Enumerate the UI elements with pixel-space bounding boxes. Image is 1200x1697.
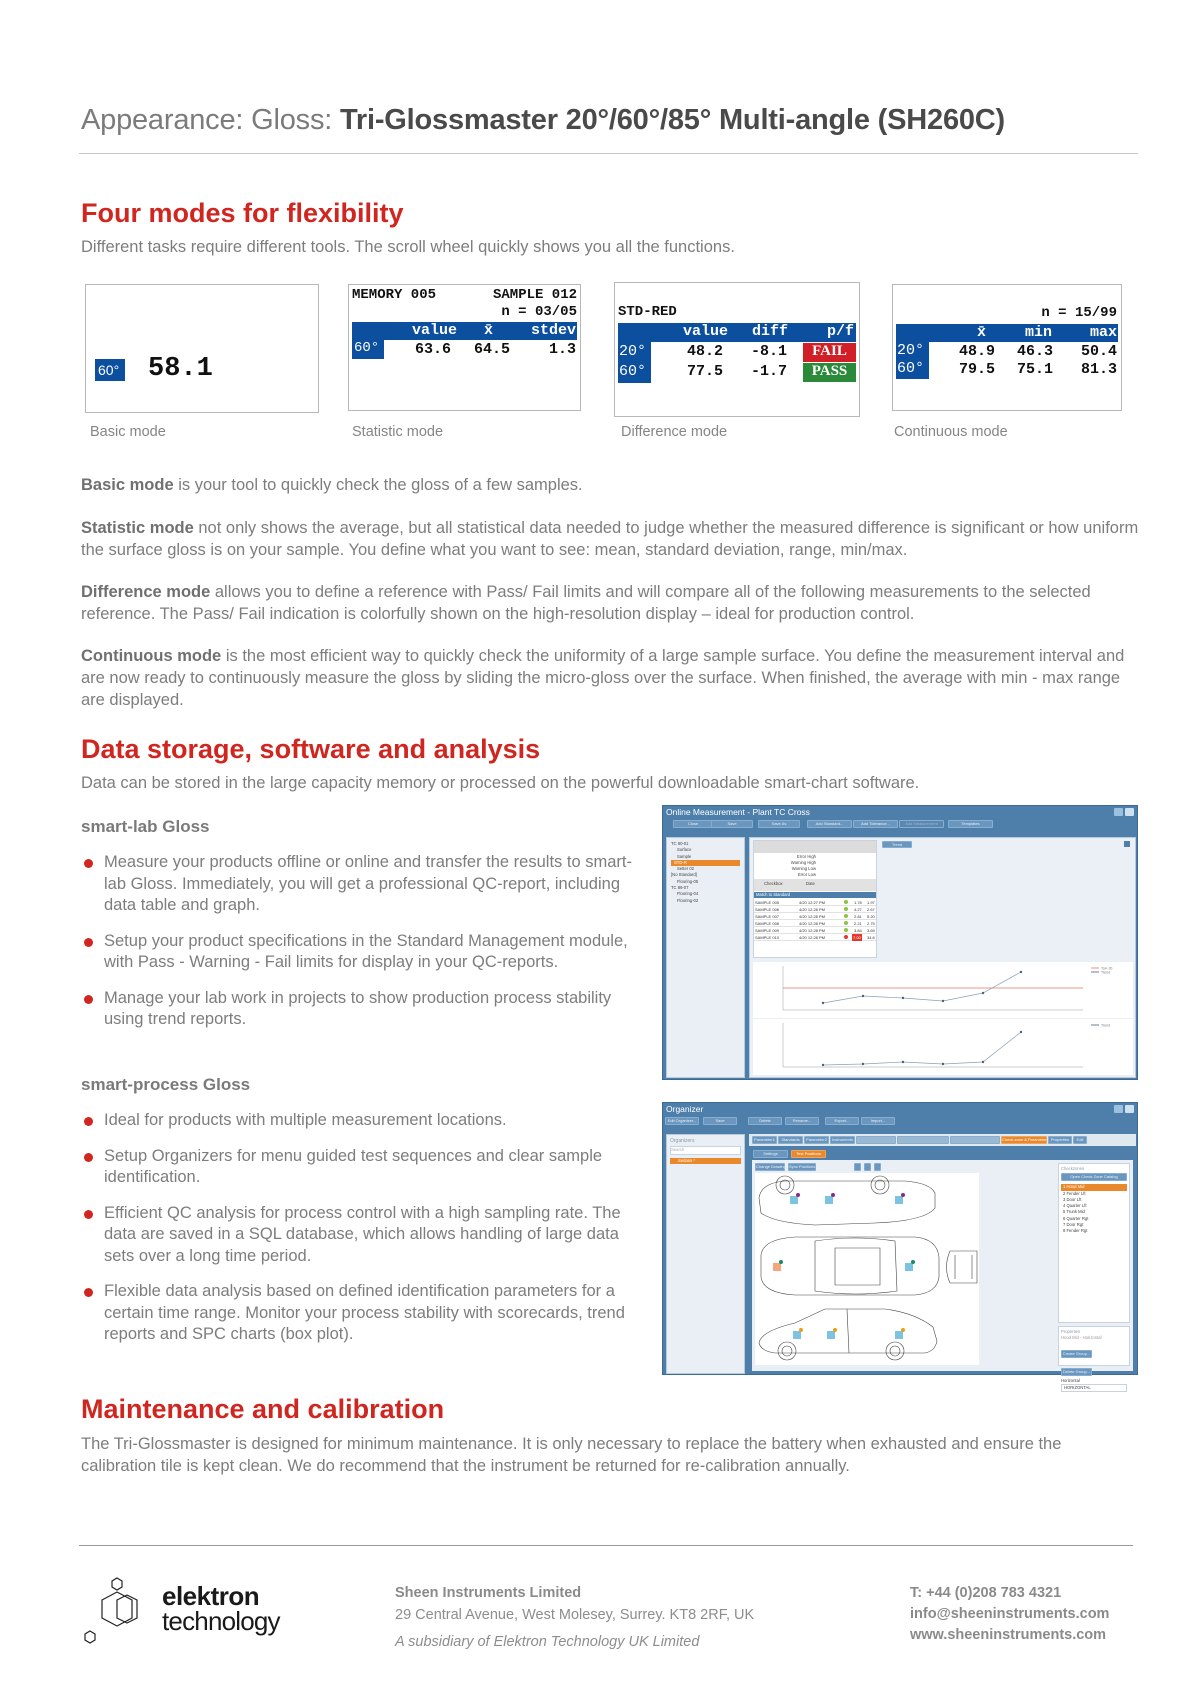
svg-text:Trend: Trend bbox=[1101, 970, 1111, 975]
position-marker-selected bbox=[773, 1263, 781, 1271]
organizer-item-selected: Sedans * bbox=[670, 1158, 741, 1164]
delete-button: Delete bbox=[748, 1117, 782, 1125]
help-icon bbox=[1114, 1105, 1123, 1113]
title-category: Appearance: Gloss: bbox=[81, 104, 340, 136]
checkzone-item: 2 Fender Lft bbox=[1063, 1190, 1086, 1196]
diff-diff: -8.1 bbox=[751, 343, 788, 360]
checkzone-item: 5 Trunk Mid bbox=[1063, 1209, 1085, 1215]
position-marker bbox=[790, 1196, 798, 1204]
tree-item: Flooring-05 bbox=[677, 878, 699, 884]
save-button: Save bbox=[703, 1117, 737, 1125]
list-item: Flexible data analysis based on defined identification parameters for a certain time range. Monitor your process stability with scorecards, trend reports and SPC charts (box plot). bbox=[81, 1281, 651, 1346]
paragraph-difference-mode: Difference mode allows you to define a reference with Pass/ Fail limits and will compare all of the following measurements to the selected reference. The Pass/ Fail indication is colorfully shown on the high-resolution display – ideal for production control. bbox=[81, 583, 1091, 623]
list-item: Efficient QC analysis for process control with a high sampling rate. The data are saved in a SQL database, which allows handling of large data sets over a long time period. bbox=[81, 1203, 651, 1268]
section-heading-data: Data storage, software and analysis bbox=[81, 734, 541, 764]
match-header: Match to Standard bbox=[754, 892, 876, 898]
tree-item: TC 80-01 bbox=[671, 841, 689, 846]
sync-positions-button: Sync Positions bbox=[789, 1164, 816, 1169]
marker-badge bbox=[796, 1193, 800, 1197]
count-label: n = 03/05 bbox=[501, 304, 577, 320]
organizer-screenshot bbox=[662, 1102, 1138, 1390]
limit-label: Error High bbox=[796, 854, 816, 859]
stat-stdev: 1.3 bbox=[548, 341, 576, 358]
email-link[interactable]: info@sheeninstruments.com bbox=[910, 1606, 1110, 1622]
angle-60: 60° bbox=[619, 363, 647, 380]
toolbar bbox=[663, 820, 1137, 832]
col-date: Date bbox=[806, 881, 815, 886]
paragraph-continuous-mode: Continuous mode is the most efficient way to quickly check the uniformity of a large sample surface. You define the measurement interval and are now ready to continuously measure the gloss by sliding the micro-gloss over the surface. When finished, the average with min - max range are displayed. bbox=[81, 647, 1125, 709]
company-address: 29 Central Avenue, West Molesey, Surrey. KT8 2RF, UK bbox=[395, 1607, 755, 1623]
rename-button: Rename... bbox=[785, 1117, 819, 1125]
hexagon-logo-icon bbox=[80, 1575, 160, 1655]
smart-process-bullets bbox=[81, 1110, 651, 1360]
close-icon bbox=[1125, 808, 1134, 816]
subsidiary-note: A subsidiary of Elektron Technology UK Limited bbox=[395, 1634, 700, 1650]
fail-badge: FAIL bbox=[803, 343, 856, 362]
properties-panel bbox=[1058, 1326, 1130, 1390]
col-value: value bbox=[683, 323, 729, 340]
section-lead-data: Data can be stored in the large capacity memory or processed on the powerful downloadable smart-chart software. bbox=[81, 774, 920, 792]
tab-active: Check zone & Parameter bbox=[1002, 1137, 1047, 1142]
difference-mode-display bbox=[614, 282, 860, 417]
basic-mode-caption: Basic mode bbox=[90, 424, 166, 440]
zoom-fit-icon bbox=[874, 1163, 881, 1171]
paragraph-basic-mode: Basic mode is your tool to quickly check the gloss of a few samples. bbox=[81, 476, 583, 494]
marker-badge bbox=[833, 1328, 837, 1332]
close-button: Close bbox=[673, 820, 713, 828]
marker-badge bbox=[901, 1328, 905, 1332]
col-stdev: stdev bbox=[530, 322, 576, 339]
save-button: Save bbox=[711, 820, 753, 828]
pass-badge: PASS bbox=[803, 363, 856, 382]
tab: Edit bbox=[1073, 1136, 1087, 1144]
basic-value: 58.1 bbox=[148, 354, 213, 384]
continuous-mode-caption: Continuous mode bbox=[894, 424, 1008, 440]
angle-badge: 60° bbox=[352, 340, 384, 359]
difference-mode-caption: Difference mode bbox=[621, 424, 728, 440]
tab: Properties bbox=[1048, 1136, 1072, 1144]
statistic-mode-display bbox=[348, 284, 581, 411]
stat-mean: 64.5 bbox=[474, 341, 511, 358]
tab: Parameter2 bbox=[804, 1136, 829, 1144]
maintenance-text: The Tri-Glossmaster is designed for minimum maintenance. It is only necessary to replace the battery when exhausted and ensure the calibration tile is kept clean. We do recommend that the instrument be returned for re-calibration annually. bbox=[81, 1435, 1062, 1475]
add-standard-button: Add Standard... bbox=[807, 820, 852, 828]
section-lead-modes: Different tasks require different tools. The scroll wheel quickly shows you all the functions. bbox=[81, 238, 735, 256]
position-marker bbox=[825, 1196, 833, 1204]
position-marker bbox=[895, 1196, 903, 1204]
window-title: Organizer bbox=[666, 1104, 704, 1114]
edit-organizer-button: Edit Organizer... bbox=[665, 1117, 699, 1125]
smart-lab-heading: smart-lab Gloss bbox=[81, 817, 210, 836]
checkzones-title: Checkzones bbox=[1061, 1166, 1085, 1171]
checkzones-panel bbox=[1058, 1163, 1130, 1323]
tree-item: Flooring-02 bbox=[677, 897, 699, 903]
list-item: Setup Organizers for menu guided test sequences and clear sample identification. bbox=[81, 1146, 651, 1189]
tab: Instruments bbox=[830, 1136, 855, 1144]
marker-badge bbox=[831, 1193, 835, 1197]
footer-divider bbox=[79, 1545, 1133, 1546]
svg-text:Trend: Trend bbox=[1101, 1023, 1111, 1028]
col-min: min bbox=[1025, 324, 1053, 341]
organizer-main bbox=[749, 1134, 1136, 1390]
organizers-sidebar bbox=[666, 1134, 745, 1374]
trend-button: Trend bbox=[882, 841, 912, 848]
templates-button: Templates bbox=[948, 820, 993, 828]
marker-badge bbox=[799, 1328, 803, 1332]
tree-item: Setter 02 bbox=[677, 866, 694, 872]
online-measurement-screenshot bbox=[662, 805, 1138, 1080]
header-divider bbox=[79, 153, 1138, 154]
list-item: Manage your lab work in projects to show production process stability using trend reports. bbox=[81, 988, 641, 1031]
section-heading-modes: Four modes for flexibility bbox=[81, 198, 404, 228]
marker-badge bbox=[911, 1260, 915, 1264]
position-marker bbox=[895, 1331, 903, 1339]
phone-number: T: +44 (0)208 783 4321 bbox=[910, 1585, 1062, 1601]
title-product: Tri-Glossmaster 20°/60°/85° Multi-angle (SH260C) bbox=[339, 104, 1006, 136]
positions-area bbox=[752, 1160, 1133, 1390]
import-button: Import... bbox=[861, 1117, 895, 1125]
data-table: Error High Warning High Warning Low Error Low Checkbox Date Match to Standard SAMPLE 005 4/20 12:27 PM 1.78 1.97 SAMPLE 006 4/20 12:28 PM 4.27 2.67 SAMPLE 007 4/20 12:28 PM 2.81 5.20 SAMPLE 008 4/20 12:28 PM 2.21 2.75 SAMPLE 009 4/20 12:28 PM 3.84 3.69 SAMPLE 010 4/20 12:28 PM 7.00 34.6 bbox=[753, 840, 877, 958]
delete-group-button: Delete Group... bbox=[1062, 1368, 1091, 1374]
col-checkbox: Checkbox bbox=[764, 881, 783, 886]
checkzone-item: 4 Quarter Lft bbox=[1063, 1203, 1087, 1209]
count-label: n = 15/99 bbox=[1041, 305, 1117, 321]
tab: Standards bbox=[778, 1136, 803, 1144]
window-title: Online Measurement - Plant TC Cross bbox=[666, 807, 810, 817]
limit-label: Error Low bbox=[797, 872, 816, 877]
statistic-mode-caption: Statistic mode bbox=[352, 424, 444, 440]
checkzone-item: 3 Door Lft bbox=[1063, 1196, 1082, 1202]
properties-title: Properties bbox=[1061, 1329, 1081, 1334]
diff-value: 48.2 bbox=[687, 343, 724, 360]
tab-disabled bbox=[856, 1136, 896, 1144]
logo-text-elektron: elektron bbox=[162, 1581, 260, 1611]
save-as-button: Save As bbox=[758, 820, 800, 828]
col-diff: diff bbox=[752, 323, 789, 340]
cont-max: 81.3 bbox=[1080, 361, 1117, 378]
logo-text-technology: technology bbox=[162, 1606, 280, 1636]
col-value: value bbox=[412, 322, 458, 339]
create-group-button: Create Group... bbox=[1062, 1350, 1091, 1356]
tab: Parameter1 bbox=[752, 1136, 777, 1144]
marker-badge bbox=[901, 1193, 905, 1197]
memory-label: MEMORY 005 bbox=[352, 287, 437, 303]
change-drawing-button: Change Drawing bbox=[756, 1164, 786, 1169]
website-link[interactable]: www.sheeninstruments.com bbox=[910, 1627, 1107, 1643]
list-item: Ideal for products with multiple measurement locations. bbox=[81, 1110, 651, 1132]
section-heading-maintenance: Maintenance and calibration bbox=[81, 1394, 445, 1424]
col-pass-fail: p/f bbox=[826, 323, 854, 340]
checkzone-item: 8 Fender Rgt bbox=[1063, 1228, 1088, 1234]
smart-process-heading: smart-process Gloss bbox=[81, 1075, 251, 1094]
add-measurement-button: Add Measurement bbox=[899, 820, 944, 828]
cont-min: 75.1 bbox=[1017, 361, 1054, 378]
company-name: Sheen Instruments Limited bbox=[395, 1585, 582, 1601]
col-max: max bbox=[1089, 324, 1117, 341]
contact-block bbox=[910, 1583, 1109, 1646]
diff-diff: -1.7 bbox=[751, 363, 788, 380]
main-area bbox=[749, 837, 1136, 1078]
collapse-icon bbox=[1124, 841, 1130, 847]
page-title bbox=[81, 104, 1005, 137]
checkzone-item-selected: 1 Hood Mid bbox=[1061, 1184, 1127, 1190]
subtab-test-positions: Test Positions bbox=[791, 1150, 826, 1158]
list-item: Measure your products offline or online and transfer the results to smart-lab Gloss. Immediately, you will get a professional QC-report, including data table and graph. bbox=[81, 852, 641, 917]
angle-60: 60° bbox=[897, 360, 925, 377]
search-input: Search bbox=[670, 1146, 741, 1154]
add-tolerance-button: Add Tolerance... bbox=[853, 820, 898, 828]
sidebar-title: Organizers bbox=[670, 1138, 695, 1144]
angle-20: 20° bbox=[619, 343, 647, 360]
position-marker bbox=[905, 1263, 913, 1271]
car-drawing bbox=[755, 1173, 979, 1365]
cont-mean: 79.5 bbox=[959, 361, 996, 378]
tree-item: TC 86-07 bbox=[671, 885, 689, 891]
tree-item: [No Standard] bbox=[671, 872, 697, 878]
limit-label: Warning High bbox=[790, 860, 816, 865]
orientation-label: Horizontal bbox=[1061, 1377, 1080, 1383]
toolbar bbox=[663, 1117, 1137, 1129]
diff-header-bar bbox=[618, 323, 856, 342]
sample-label: SAMPLE 012 bbox=[492, 287, 577, 303]
col-mean: x̄ bbox=[484, 322, 494, 339]
trend-chart-bottom bbox=[753, 1019, 1133, 1075]
cont-mean: 48.9 bbox=[959, 343, 996, 360]
tree-item: Sample bbox=[677, 853, 692, 859]
col-mean: x̄ bbox=[977, 324, 987, 341]
diff-value: 77.5 bbox=[687, 363, 724, 380]
limit-label: Warning Low bbox=[791, 866, 816, 871]
checkzone-item: 7 Door Rgt bbox=[1063, 1222, 1084, 1228]
tab-disabled bbox=[897, 1136, 949, 1144]
smart-lab-bullets bbox=[81, 852, 641, 1045]
orientation-select: HORIZONTAL bbox=[1061, 1384, 1127, 1392]
properties-item: Hood Mid - Horizontal bbox=[1061, 1335, 1102, 1341]
subtab-settings: Settings bbox=[753, 1150, 788, 1158]
tab-bar bbox=[749, 1134, 1136, 1146]
marker-badge bbox=[779, 1260, 783, 1264]
basic-mode-display bbox=[85, 284, 319, 413]
project-tree bbox=[666, 837, 745, 1078]
list-item: Setup your product specifications in the Standard Management module, with Pass - Warning - Fail limits for display in your QC-reports. bbox=[81, 931, 641, 974]
open-catalog-button: Open Check Zone Catalog bbox=[1061, 1173, 1127, 1181]
help-icon bbox=[1114, 808, 1123, 816]
tree-item-selected: STD-R bbox=[671, 860, 740, 866]
zoom-out-icon bbox=[854, 1163, 861, 1171]
cont-header-bar bbox=[896, 324, 1118, 342]
angle-20: 20° bbox=[897, 342, 925, 359]
tab-disabled bbox=[950, 1136, 1000, 1144]
cont-max: 50.4 bbox=[1080, 343, 1117, 360]
stat-value: 63.6 bbox=[415, 341, 452, 358]
zoom-reset-icon bbox=[864, 1163, 871, 1171]
continuous-mode-display bbox=[892, 284, 1122, 411]
trend-chart-top bbox=[753, 962, 1133, 1018]
svg-text:Tol+ 20: Tol+ 20 bbox=[1101, 966, 1113, 971]
close-icon bbox=[1125, 1105, 1134, 1113]
position-marker bbox=[793, 1331, 801, 1339]
checkzone-item: 6 Quarter Rgt bbox=[1063, 1215, 1089, 1221]
standard-label: STD-RED bbox=[618, 304, 677, 320]
elektron-logo bbox=[80, 1575, 300, 1655]
export-button: Export... bbox=[825, 1117, 859, 1125]
paragraph-statistic-mode: Statistic mode not only shows the average, but all statistical data needed to judge whether the measured difference is significant or how uniform the surface gloss is on your sample. You define what you want to see: mean, standard deviation, range, min/max. bbox=[81, 519, 1139, 559]
angle-badge: 60° bbox=[95, 359, 125, 381]
tree-item: Surface bbox=[677, 847, 692, 853]
tree-item: Flooring-04 bbox=[677, 891, 699, 897]
cont-min: 46.3 bbox=[1017, 343, 1054, 360]
position-marker bbox=[827, 1331, 835, 1339]
